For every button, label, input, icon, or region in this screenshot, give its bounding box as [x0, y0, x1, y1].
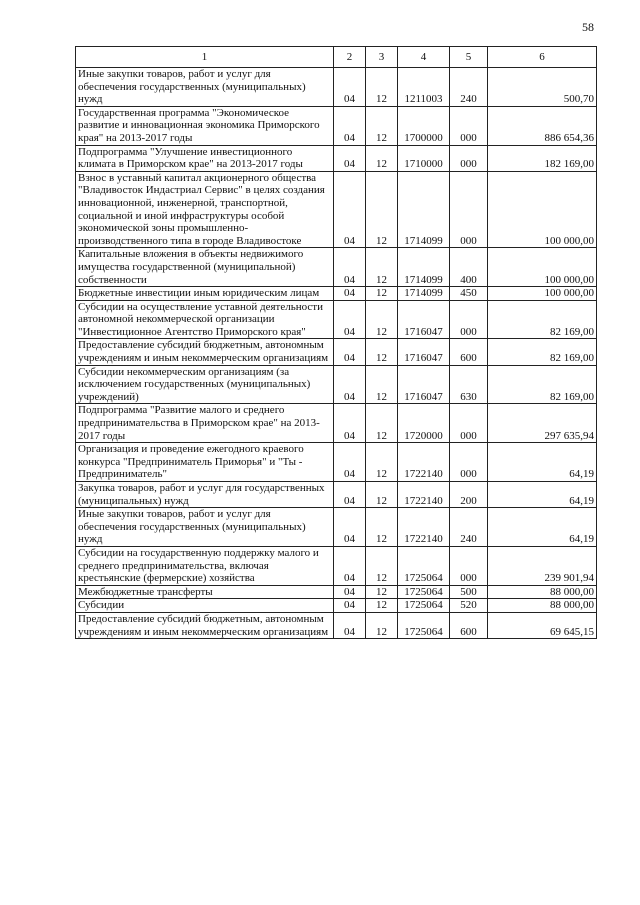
cell-expense-type: 200	[450, 482, 488, 508]
cell-amount: 100 000,00	[488, 287, 597, 301]
cell-expense-type: 630	[450, 365, 488, 404]
cell-subsection: 12	[366, 612, 398, 638]
cell-subsection: 12	[366, 300, 398, 339]
cell-target-article: 1725064	[398, 546, 450, 585]
table-row	[76, 443, 597, 482]
cell-amount: 500,70	[488, 68, 597, 107]
cell-amount: 100 000,00	[488, 171, 597, 248]
cell-subsection: 12	[366, 287, 398, 301]
cell-section: 04	[334, 106, 366, 145]
cell-name: Иные закупки товаров, работ и услуг для обеспечения государственных (муниципальных) нужд	[76, 68, 334, 107]
table-row	[76, 106, 597, 145]
cell-name: Иные закупки товаров, работ и услуг для обеспечения государственных (муниципальных) нужд	[76, 508, 334, 547]
cell-expense-type: 000	[450, 404, 488, 443]
cell-section: 04	[334, 145, 366, 171]
cell-section: 04	[334, 404, 366, 443]
table-row	[76, 585, 597, 599]
cell-name: Подпрограмма "Улучшение инвестиционного климата в Приморском крае" на 2013-2017 годы	[76, 145, 334, 171]
cell-name: Субсидии на государственную поддержку малого и среднего предпринимательства, включая крестьянские (фермерские) хозяйства	[76, 546, 334, 585]
cell-expense-type: 000	[450, 145, 488, 171]
cell-target-article: 1725064	[398, 585, 450, 599]
cell-amount: 88 000,00	[488, 585, 597, 599]
cell-target-article: 1722140	[398, 508, 450, 547]
cell-amount: 182 169,00	[488, 145, 597, 171]
cell-subsection: 12	[366, 508, 398, 547]
cell-name: Закупка товаров, работ и услуг для государственных (муниципальных) нужд	[76, 482, 334, 508]
cell-subsection: 12	[366, 443, 398, 482]
header-col-6: 6	[488, 47, 597, 68]
cell-name: Организация и проведение ежегодного краевого конкурса "Предприниматель Приморья" и "Ты - Предприниматель"	[76, 443, 334, 482]
cell-expense-type: 000	[450, 300, 488, 339]
cell-name: Государственная программа "Экономическое развитие и инновационная экономика Приморского края" на 2013-2017 годы	[76, 106, 334, 145]
cell-amount: 82 169,00	[488, 339, 597, 365]
cell-expense-type: 450	[450, 287, 488, 301]
cell-subsection: 12	[366, 171, 398, 248]
header-col-1: 1	[76, 47, 334, 68]
cell-amount: 886 654,36	[488, 106, 597, 145]
cell-section: 04	[334, 482, 366, 508]
cell-expense-type: 000	[450, 443, 488, 482]
cell-name: Бюджетные инвестиции иным юридическим лицам	[76, 287, 334, 301]
cell-amount: 297 635,94	[488, 404, 597, 443]
cell-target-article: 1716047	[398, 300, 450, 339]
cell-target-article: 1722140	[398, 482, 450, 508]
cell-amount: 82 169,00	[488, 300, 597, 339]
cell-expense-type: 600	[450, 612, 488, 638]
table-row	[76, 171, 597, 248]
cell-subsection: 12	[366, 585, 398, 599]
cell-section: 04	[334, 171, 366, 248]
cell-subsection: 12	[366, 68, 398, 107]
cell-section: 04	[334, 300, 366, 339]
cell-amount: 100 000,00	[488, 248, 597, 287]
cell-name: Субсидии на осуществление уставной деятельности автономной некоммерческой организации "Инвестиционное Агентство Приморского края"	[76, 300, 334, 339]
cell-name: Межбюджетные трансферты	[76, 585, 334, 599]
cell-expense-type: 520	[450, 599, 488, 613]
cell-name: Предоставление субсидий бюджетным, автономным учреждениям и иным некоммерческим организациям	[76, 339, 334, 365]
cell-amount: 82 169,00	[488, 365, 597, 404]
cell-section: 04	[334, 339, 366, 365]
table-header-row	[76, 47, 597, 68]
cell-subsection: 12	[366, 145, 398, 171]
cell-amount: 69 645,15	[488, 612, 597, 638]
cell-subsection: 12	[366, 106, 398, 145]
cell-section: 04	[334, 287, 366, 301]
cell-target-article: 1714099	[398, 287, 450, 301]
cell-expense-type: 000	[450, 546, 488, 585]
cell-name: Предоставление субсидий бюджетным, автономным учреждениям и иным некоммерческим организациям	[76, 612, 334, 638]
cell-target-article: 1725064	[398, 599, 450, 613]
header-col-3: 3	[366, 47, 398, 68]
cell-section: 04	[334, 508, 366, 547]
cell-amount: 239 901,94	[488, 546, 597, 585]
table-row	[76, 508, 597, 547]
cell-name: Субсидии	[76, 599, 334, 613]
cell-name: Капитальные вложения в объекты недвижимого имущества государственной (муниципальной) собственности	[76, 248, 334, 287]
cell-subsection: 12	[366, 482, 398, 508]
table-row	[76, 482, 597, 508]
table-row	[76, 546, 597, 585]
cell-subsection: 12	[366, 599, 398, 613]
cell-section: 04	[334, 546, 366, 585]
cell-section: 04	[334, 612, 366, 638]
cell-subsection: 12	[366, 404, 398, 443]
cell-subsection: 12	[366, 546, 398, 585]
cell-section: 04	[334, 585, 366, 599]
cell-section: 04	[334, 68, 366, 107]
cell-target-article: 1710000	[398, 145, 450, 171]
cell-subsection: 12	[366, 365, 398, 404]
cell-target-article: 1211003	[398, 68, 450, 107]
cell-expense-type: 500	[450, 585, 488, 599]
cell-target-article: 1725064	[398, 612, 450, 638]
cell-amount: 88 000,00	[488, 599, 597, 613]
cell-expense-type: 000	[450, 106, 488, 145]
cell-amount: 64,19	[488, 443, 597, 482]
cell-amount: 64,19	[488, 508, 597, 547]
cell-section: 04	[334, 365, 366, 404]
cell-expense-type: 240	[450, 508, 488, 547]
cell-name: Субсидии некоммерческим организациям (за исключением государственных (муниципальных) учреждений)	[76, 365, 334, 404]
cell-amount: 64,19	[488, 482, 597, 508]
header-col-5: 5	[450, 47, 488, 68]
cell-expense-type: 240	[450, 68, 488, 107]
table-row	[76, 287, 597, 301]
cell-target-article: 1700000	[398, 106, 450, 145]
table-row	[76, 68, 597, 107]
cell-target-article: 1716047	[398, 339, 450, 365]
cell-expense-type: 400	[450, 248, 488, 287]
cell-target-article: 1714099	[398, 171, 450, 248]
cell-expense-type: 600	[450, 339, 488, 365]
table-row	[76, 145, 597, 171]
header-col-2: 2	[334, 47, 366, 68]
table-row	[76, 599, 597, 613]
table-row	[76, 404, 597, 443]
cell-target-article: 1716047	[398, 365, 450, 404]
cell-section: 04	[334, 599, 366, 613]
cell-target-article: 1722140	[398, 443, 450, 482]
table-row	[76, 339, 597, 365]
cell-expense-type: 000	[450, 171, 488, 248]
table-row	[76, 365, 597, 404]
page-number: 58	[582, 20, 594, 34]
table-row	[76, 300, 597, 339]
cell-target-article: 1714099	[398, 248, 450, 287]
cell-section: 04	[334, 248, 366, 287]
header-col-4: 4	[398, 47, 450, 68]
cell-section: 04	[334, 443, 366, 482]
cell-subsection: 12	[366, 339, 398, 365]
cell-target-article: 1720000	[398, 404, 450, 443]
cell-subsection: 12	[366, 248, 398, 287]
table-row	[76, 612, 597, 638]
table-row	[76, 248, 597, 287]
cell-name: Взнос в уставный капитал акционерного общества "Владивосток Индастриал Сервис" в целях создания инновационной, инженерной, транспортной, социальной и иной инфраструктуры особой экономической зоны промышленно-производственного типа в городе Владивостоке	[76, 171, 334, 248]
cell-name: Подпрограмма "Развитие малого и среднего предпринимательства в Приморском крае" на 2013-2017 годы	[76, 404, 334, 443]
budget-table	[75, 46, 597, 639]
